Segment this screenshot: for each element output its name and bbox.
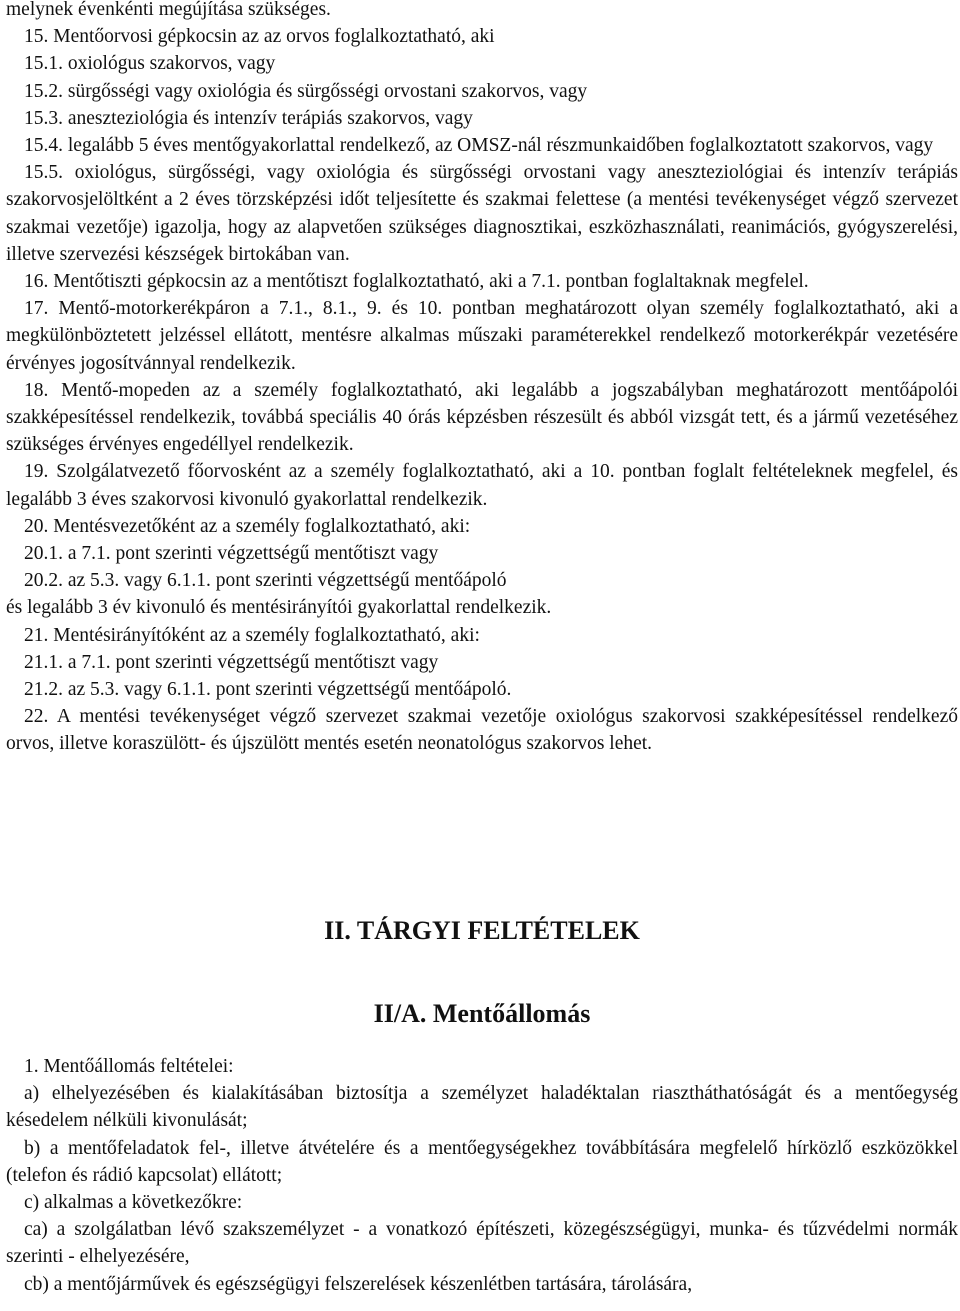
document-body-top <box>6 0 958 758</box>
item-ca: ca) a szolgálatban lévő szakszemélyzet - a vonatkozó építészeti, közegészségügyi, munka- és tűzvédelmi normák szerinti - elhelyezésére, <box>6 1219 958 1268</box>
item-b: b) a mentőfeladatok fel-, illetve átvételére és a mentőegységekhez továbbítására megfelelő hírközlő eszközökkel (telefon és rádió kapcsolat) ellátott; <box>6 1137 958 1186</box>
subsection-heading: II/A. Mentőállomás <box>373 999 591 1028</box>
item-20-2: 20.2. az 5.3. vagy 6.1.1. pont szerinti végzettségű mentőápoló <box>24 570 507 592</box>
section-heading: II. TÁRGYI FELTÉTELEK <box>324 916 640 945</box>
item-15-5: 15.5. oxiológus, sürgősségi, vagy oxiológia és sürgősségi orvostani vagy aneszteziológiai és intenzív terápiás szakorvosjelöltként a 2 éves törzsképzési időt teljesítette és szakmai felettese (a mentési tevékenységet végző szervezet szakmai vezetője) igazolja, hogy az alapvetően szükséges diagnosztikai, eszközhasználati, reanimációs, gyógyszerelési, illetve szervezési készségek birtokában van. <box>6 162 958 265</box>
item-a: a) elhelyezésében és kialakításában biztosítja a személyzet haladéktalan riasztháthatóságát és a mentőegység késedelem nélküli kivonulását; <box>6 1083 958 1132</box>
item-cb: cb) a mentőjárművek és egészségügyi felszerelések készenlétben tartására, tárolására, <box>24 1273 693 1295</box>
item-18: 18. Mentő-mopeden az a személy foglalkoztatható, aki legalább a jogszabályban meghatározott mentőápolói szakképesítéssel rendelkezik, továbbá speciális 40 órás képzésben részesült és abból vizsgát tett, és a jármű vezetéséhez szükséges érvényes engedéllyel rendelkezik. <box>6 379 958 456</box>
item-c: c) alkalmas a következőkre: <box>24 1192 243 1214</box>
item-15-1: 15.1. oxiológus szakorvos, vagy <box>24 53 276 75</box>
item-17: 17. Mentő-motorkerékpáron a 7.1., 8.1., 9. és 10. pontban meghatározott olyan személy foglalkoztatható, aki a megkülönböztetett jelzéssel ellátott, mentésre alkalmas műszaki paraméterekkel rendelkező motorkerékpár vezetésére érvényes jogosítvánnyal rendelkezik. <box>6 298 958 374</box>
item-21: 21. Mentésirányítóként az a személy foglalkoztatható, aki: <box>24 624 480 646</box>
item-15-2: 15.2. sürgősségi vagy oxiológia és sürgősségi orvostani szakorvos, vagy <box>24 80 588 102</box>
item-20-tail: és legalább 3 év kivonuló és mentésirányítói gyakorlattal rendelkezik. <box>6 597 552 619</box>
item-22: 22. A mentési tevékenységet végző szervezet szakmai vezetője oxiológus szakorvosi szakképesítéssel rendelkező orvos, illetve koraszülött- és újszülött mentés esetén neonatológus szakorvos lehet. <box>6 706 958 755</box>
item-20: 20. Mentésvezetőként az a személy foglalkoztatható, aki: <box>24 515 471 537</box>
item-21-1: 21.1. a 7.1. pont szerinti végzettségű mentőtiszt vagy <box>24 651 439 673</box>
document-body-bottom <box>6 1053 958 1298</box>
item-1: 1. Mentőállomás feltételei: <box>24 1056 234 1077</box>
item-15-4: 15.4. legalább 5 éves mentőgyakorlattal rendelkező, az OMSZ-nál részmunkaidőben foglalkoztatott szakorvos, vagy <box>24 135 934 157</box>
text-line: melynek évenkénti megújítása szükséges. <box>6 0 331 20</box>
item-15: 15. Mentőorvosi gépkocsin az az orvos foglalkoztatható, aki <box>24 26 495 48</box>
item-20-1: 20.1. a 7.1. pont szerinti végzettségű mentőtiszt vagy <box>24 543 439 565</box>
item-21-2: 21.2. az 5.3. vagy 6.1.1. pont szerinti végzettségű mentőápoló. <box>24 679 512 701</box>
item-15-3: 15.3. aneszteziológia és intenzív terápiás szakorvos, vagy <box>24 107 473 129</box>
item-19: 19. Szolgálatvezető főorvosként az a személy foglalkoztatható, aki a 10. pontban foglalt feltételeknek megfelel, és legalább 3 éves szakorvosi kivonuló gyakorlattal rendelkezik. <box>6 461 958 510</box>
item-16: 16. Mentőtiszti gépkocsin az a mentőtiszt foglalkoztatható, aki a 7.1. pontban foglaltaknak megfelel. <box>24 271 809 293</box>
